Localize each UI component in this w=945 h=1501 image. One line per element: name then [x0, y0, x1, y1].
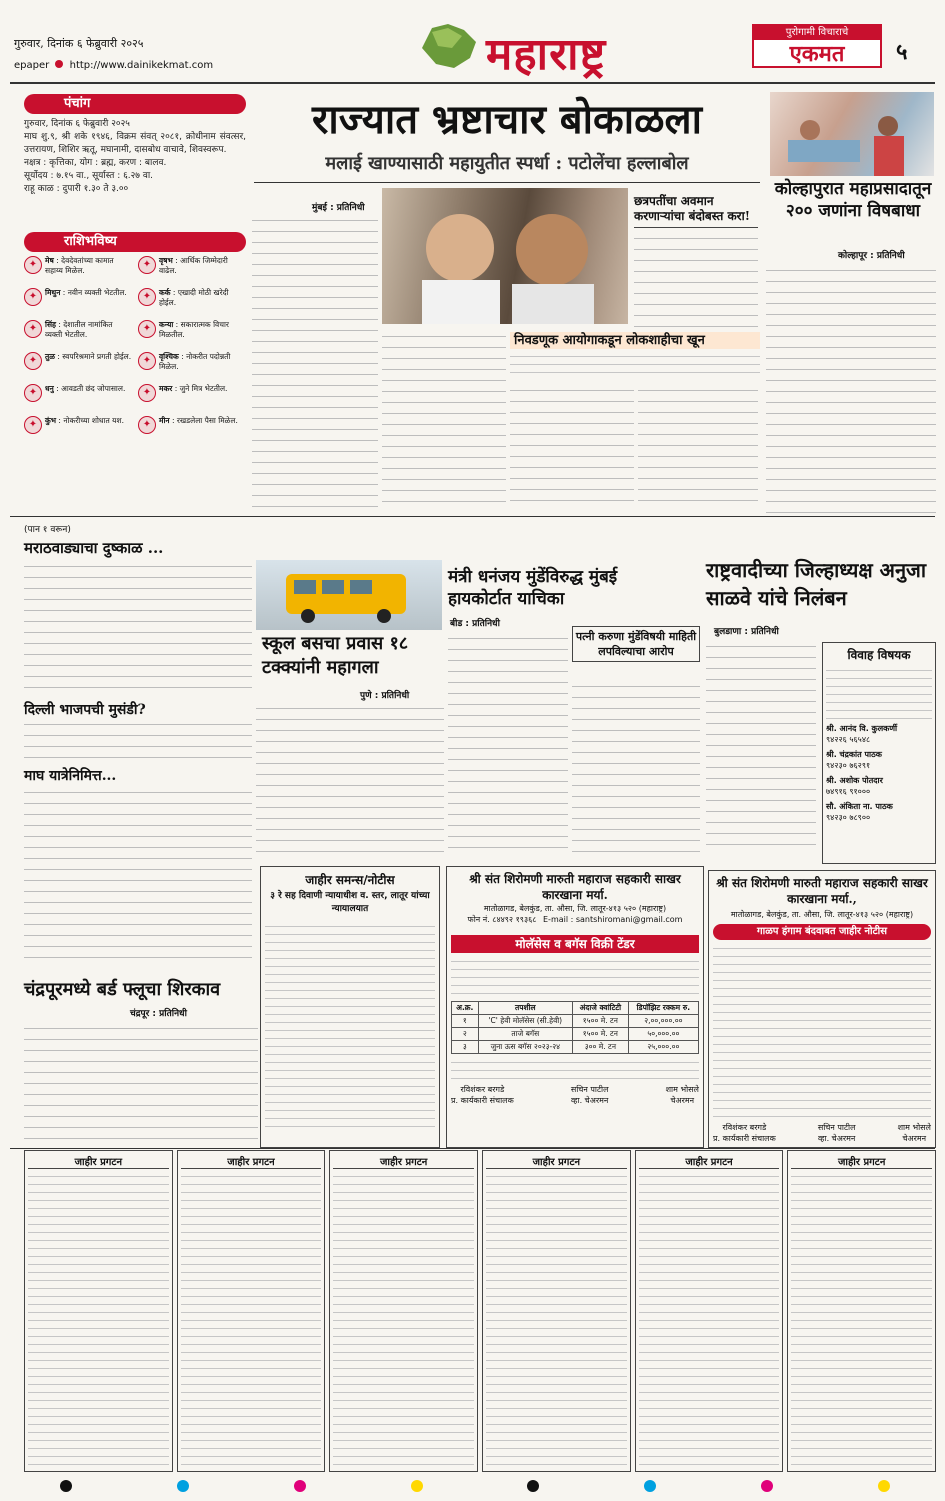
zodiac-icon: ✦	[138, 320, 156, 338]
signer	[666, 1084, 699, 1106]
rashi-title-bar	[24, 232, 246, 252]
bus-text	[256, 702, 444, 852]
kolhapur-dateline: कोल्हापूर : प्रतिनिधी	[838, 251, 905, 261]
munde-inset: पत्नी करुणा मुंडेंविषयी माहिती लपविल्याचा आरोप	[572, 626, 700, 662]
signer-name: सचिन पाटील	[570, 1085, 609, 1094]
ncp-dateline: बुलडाणा : प्रतिनिधी	[714, 627, 779, 637]
classified-ad	[24, 1150, 173, 1472]
panchang-title-bar	[24, 94, 246, 114]
lead-inset-text	[634, 232, 758, 344]
kolhapur-headline: कोल्हापुरात महाप्रसादातून २०० जणांना विषबाधा	[774, 179, 932, 221]
rashi-name: मेष	[45, 256, 54, 265]
sugar-tender-text2	[451, 1058, 699, 1080]
birdflu-text	[24, 1022, 258, 1142]
date-line: गुरुवार, दिनांक ६ फेब्रुवारी २०२५	[14, 37, 144, 50]
lead-sub-rule	[254, 182, 760, 183]
tender-table-head-cell: तपशील	[478, 1002, 572, 1015]
classified-heading: जाहीर प्रगटन	[486, 1154, 627, 1169]
lead-inset2-title: निवडणूक आयोगाकडून लोकशाहीचा खून	[510, 332, 760, 349]
zodiac-icon: ✦	[24, 384, 42, 402]
lead-inset2-text	[510, 352, 760, 380]
tender-table-cell: २	[452, 1028, 479, 1041]
rashi-desc: सकारात्मक विचार मिळतील.	[159, 320, 229, 339]
tender-table-cell: २,००,०००.००	[628, 1015, 698, 1028]
notice-box	[260, 866, 440, 1148]
signer-name: शाम भोसले	[665, 1085, 699, 1094]
bottom-rule	[10, 1148, 935, 1149]
link-icon	[55, 60, 63, 68]
birdflu-dateline: चंद्रपूर : प्रतिनिधी	[130, 1009, 187, 1019]
zodiac-icon: ✦	[24, 352, 42, 370]
rashi-item	[24, 288, 132, 318]
hospital-photo	[770, 92, 934, 176]
tender-signers	[451, 1084, 699, 1106]
rashi-text: तुळ : स्वपरिश्रमाने प्रगती होईल.	[45, 352, 132, 361]
zodiac-icon: ✦	[138, 384, 156, 402]
rashi-item	[138, 256, 246, 286]
lead-inset2	[510, 332, 760, 380]
drought-title: मराठवाड्याचा दुष्काळ ...	[24, 539, 164, 557]
rashi-desc: देशातील नामांकित व्यक्ती भेटतील.	[45, 320, 113, 339]
rashi-name: सिंह	[45, 320, 56, 329]
rashi-item	[138, 352, 246, 382]
rashi-item	[138, 288, 246, 318]
top-header	[0, 0, 945, 82]
classified-text	[28, 1172, 169, 1468]
masthead-name: एकमत	[789, 41, 845, 67]
rashi-item	[24, 352, 132, 382]
drought-title3: माघ यात्रेनिमित्त...	[24, 768, 117, 784]
tender-table-row	[452, 1028, 699, 1041]
zodiac-icon: ✦	[138, 416, 156, 434]
classified-text	[639, 1172, 780, 1468]
zodiac-icon: ✦	[24, 320, 42, 338]
tender-table-cell: 'C' हेवी मोलॅसेस (सी.हेवी)	[478, 1015, 572, 1028]
page-number: ५	[896, 40, 908, 65]
signer-role: व्हा. चेअरमन	[570, 1096, 609, 1105]
drought-text3	[24, 786, 252, 964]
lead-text-col4	[638, 384, 758, 510]
zodiac-icon: ✦	[24, 288, 42, 306]
lead-subhead: मलाई खाण्यासाठी महायुतीत स्पर्धा : पटोलेंचा हल्लाबोल	[325, 153, 689, 174]
rashi-text: सिंह : देशातील नामांकित व्यक्ती भेटतील.	[45, 320, 113, 339]
epaper-label: epaper	[14, 60, 50, 71]
signer-role: चेअरमन	[902, 1134, 927, 1143]
vivah-name: श्री. चंद्रकांत पाठक	[826, 750, 882, 759]
ncp-text1	[706, 640, 816, 850]
vivah-contact	[826, 775, 932, 797]
signer-name: रविशंकर बरगडे	[722, 1123, 767, 1132]
tender-table-cell: जुना ऊस बगॅस २०२३-२४	[478, 1041, 572, 1054]
zodiac-icon: ✦	[138, 256, 156, 274]
vivah-phone: ९४२३० ७६२९१	[826, 761, 871, 770]
panchang-line2: माघ शु.९, श्री शके १९४६, विक्रम संवत् २०८१, क्रोधीनाम संवत्सर, उत्तरायण, शिशिर ऋतू, मघानामी, दासबोध वाचावे, शिवस्वरूप.	[24, 132, 246, 156]
munde-headline: मंत्री धनंजय मुंडेंविरुद्ध मुंबई हायकोर्टात याचिका	[448, 567, 618, 609]
drought-title2: दिल्ली भाजपची मुसंडी?	[24, 702, 146, 718]
classified-text	[486, 1172, 627, 1468]
classified-text	[791, 1172, 932, 1468]
classified-ad	[482, 1150, 631, 1472]
sugar-sale-text	[713, 944, 931, 1120]
rashi-text: कुंभ : नोकरीच्या शोधात यश.	[45, 416, 124, 425]
rashi-desc: नवीन व्यक्ती भेटतील.	[67, 288, 127, 297]
tender-table-cell: १५०० मे. टन	[572, 1015, 628, 1028]
sugar-tender-phone-text: फोन नं. ८४४९२ १९३६८	[467, 915, 537, 924]
signer-role: प्र. कार्यकारी संचालक	[451, 1096, 514, 1105]
sugar-tender-email: E-mail : santshiromani@gmail.com	[543, 915, 683, 924]
lead-inset-title: छत्रपतींचा अवमान करणाऱ्यांचा बंदोबस्त करा!	[634, 194, 758, 228]
classifieds-row	[24, 1150, 936, 1472]
epaper-line	[14, 60, 213, 71]
rashi-item	[24, 384, 132, 414]
sugar-sale-banner: गाळप हंगाम बंदवाबत जाहीर नोटीस	[713, 924, 931, 940]
classified-ad	[635, 1150, 784, 1472]
tender-table-cell: १५०० मे. टन	[572, 1028, 628, 1041]
signer	[898, 1122, 931, 1144]
rashi-item	[24, 256, 132, 286]
signer-name: शाम भोसले	[897, 1123, 931, 1132]
rashi-name: कर्क	[159, 288, 171, 297]
rashi-name: मिथुन	[45, 288, 61, 297]
sugar-tender-text	[451, 957, 699, 997]
classified-text	[333, 1172, 474, 1468]
rashi-text: मेष : देवदेवतांच्या कामात सहाय्य मिळेल.	[45, 256, 114, 275]
rashi-desc: आवडती छंद जोपासाल.	[61, 384, 126, 393]
bus-headline: स्कूल बसचा प्रवास १८ टक्क्यांनी महागला	[262, 633, 409, 678]
vivah-phone: ९४२३० ७८९००	[826, 813, 871, 822]
vivah-contact	[826, 801, 932, 823]
panchang-line3: नक्षत्र : कृत्तिका, योग : ब्रह्म, करण : बालव.	[24, 158, 167, 169]
classified-heading: जाहीर प्रगटन	[333, 1154, 474, 1169]
vivah-contact	[826, 749, 932, 771]
rashi-item	[138, 384, 246, 414]
zodiac-icon: ✦	[24, 416, 42, 434]
munde-text1	[448, 632, 568, 852]
rashi-item	[138, 416, 246, 446]
rashi-title: राशिभविष्य	[64, 234, 117, 249]
rashi-text: कर्क : एखादी मोठी खरेदी होईल.	[159, 288, 229, 307]
panchang-box	[24, 94, 246, 228]
tender-table-cell: २५,०००.००	[628, 1041, 698, 1054]
signer	[451, 1084, 514, 1106]
drought-text2	[24, 718, 252, 766]
sale-signers	[713, 1122, 931, 1144]
masthead	[752, 24, 882, 68]
signer-role: व्हा. चेअरमन	[817, 1134, 856, 1143]
tender-table-head-cell: अंदाजे क्वांटिटी	[572, 1002, 628, 1015]
signer-role: प्र. कार्यकारी संचालक	[713, 1134, 776, 1143]
vivah-contact	[826, 723, 932, 745]
classified-heading: जाहीर प्रगटन	[28, 1154, 169, 1169]
sugar-tender-address: मातोळागड, बेलकुंड, ता. औसा, जि. लातूर-४१३ ५२० (महाराष्ट्र)	[483, 904, 667, 913]
panchang-line4: सूर्योदय : ७.१५ वा., सूर्यास्त : ६.२७ वा.	[24, 171, 154, 182]
rashi-text: मकर : जुने मित्र भेटतील.	[159, 384, 228, 393]
signer-role: चेअरमन	[670, 1096, 695, 1105]
classified-heading: जाहीर प्रगटन	[791, 1154, 932, 1169]
rashi-text: कन्या : सकारात्मक विचार मिळतील.	[159, 320, 229, 339]
sugar-tender-phone	[451, 914, 699, 925]
zodiac-icon: ✦	[138, 288, 156, 306]
drought-label: (पान १ वरून)	[24, 525, 71, 535]
vivah-box	[822, 642, 936, 864]
classified-ad	[177, 1150, 326, 1472]
masthead-tagline: पुरोगामी विचाराचे	[754, 26, 880, 40]
rashi-item	[24, 416, 132, 446]
vivah-phone: ७४९१६ ९१०००	[826, 787, 871, 796]
rashi-text: धनु : आवडती छंद जोपासाल.	[45, 384, 126, 393]
rashi-item	[24, 320, 132, 350]
rashi-name: मीन	[159, 416, 170, 425]
panchang-line5: राहू काळ : दुपारी १.३० ते ३.००	[24, 184, 129, 195]
rashi-text: मिथुन : नवीन व्यक्ती भेटतील.	[45, 288, 127, 297]
rashi-desc: देवदेवतांच्या कामात सहाय्य मिळेल.	[45, 256, 114, 275]
munde-text2	[572, 680, 700, 852]
tender-table-head-cell: अ.क्र.	[452, 1002, 479, 1015]
sugar-tender-banner: मोलॅसेस व बगॅस विक्री टेंडर	[451, 935, 699, 953]
rashi-desc: रखडलेला पैसा मिळेल.	[176, 416, 238, 425]
notice-court: ३ रे सह दिवाणी न्यायाधीश व. स्तर, लातूर यांच्या न्यायालयात	[270, 891, 430, 914]
tender-table	[451, 1001, 699, 1054]
rashi-desc: एखादी मोठी खरेदी होईल.	[159, 288, 229, 307]
sugar-sale-title: श्री संत शिरोमणी मारुती महाराज सहकारी साखर कारखाना मर्या.,	[716, 876, 928, 906]
signer-name: सचिन पाटील	[817, 1123, 856, 1132]
mid-rule	[10, 516, 935, 517]
rashi-name: धनु	[45, 384, 54, 393]
rashi-text: वृश्चिक : नोकरीत पदोन्नती मिळेल.	[159, 352, 231, 371]
rashi-desc: नोकरीच्या शोधात यश.	[63, 416, 124, 425]
vivah-phone: ९४२२६ ५६५४८	[826, 735, 871, 744]
classified-text	[181, 1172, 322, 1468]
rashi-desc: स्वपरिश्रमाने प्रगती होईल.	[62, 352, 132, 361]
rashi-desc: आर्थिक जिम्मेदारी वाढेल.	[159, 256, 228, 275]
sugar-sale-box	[708, 870, 936, 1148]
zodiac-icon: ✦	[24, 256, 42, 274]
rashi-name: वृश्चिक	[159, 352, 179, 361]
rashi-text: मीन : रखडलेला पैसा मिळेल.	[159, 416, 238, 425]
signer	[818, 1122, 856, 1144]
signer	[713, 1122, 776, 1144]
lead-text-col2	[382, 330, 506, 510]
lead-dateline: मुंबई : प्रतिनिधी	[312, 203, 365, 213]
classified-ad	[787, 1150, 936, 1472]
signer	[571, 1084, 609, 1106]
rashi-text: वृषभ : आर्थिक जिम्मेदारी वाढेल.	[159, 256, 228, 275]
header-rule	[10, 82, 935, 84]
classified-heading: जाहीर प्रगटन	[639, 1154, 780, 1169]
panchang-line1: गुरुवार, दिनांक ६ फेब्रुवारी २०२५	[24, 119, 130, 129]
school-bus-photo	[256, 560, 442, 630]
tender-table-cell: १	[452, 1015, 479, 1028]
rashi-desc: जुने मित्र भेटतील.	[179, 384, 228, 393]
lead-inset	[634, 194, 758, 348]
vivah-name: श्री. अशोक पोतदार	[826, 776, 883, 785]
vivah-text	[826, 666, 932, 720]
classified-heading: जाहीर प्रगटन	[181, 1154, 322, 1169]
sugar-tender-box	[446, 866, 704, 1148]
tender-table-header	[452, 1002, 699, 1015]
lead-text-col3	[510, 384, 634, 510]
sugar-sale-address: मातोळागड, बेलकुंड, ता. औसा, जि. लातूर-४१३ ५२० (महाराष्ट्र)	[730, 910, 914, 919]
vivah-list	[826, 723, 932, 823]
rashi-name: तुळ	[45, 352, 55, 361]
bus-dateline: पुणे : प्रतिनिधी	[360, 691, 410, 701]
notice-title: जाहीर समन्स/नोटीस	[305, 873, 395, 887]
tender-table-cell: ३	[452, 1041, 479, 1054]
birdflu-headline: चंद्रपूरमध्ये बर्ड फ्लूचा शिरकाव	[24, 979, 221, 1000]
map-emblem	[418, 18, 480, 74]
zodiac-icon: ✦	[138, 352, 156, 370]
notice-text	[265, 922, 435, 1132]
kolhapur-text-a	[766, 264, 936, 514]
rashi-item	[138, 320, 246, 350]
vivah-title: विवाह विषयक	[847, 648, 911, 662]
drought-text-full1	[24, 560, 252, 696]
vivah-name: सौ. अंकिता ना. पाठक	[826, 802, 893, 811]
lead-headline: राज्यात भ्रष्टाचार बोकाळला	[312, 96, 702, 143]
rashi-box	[24, 232, 246, 442]
sugar-tender-title: श्री संत शिरोमणी मारुती महाराज सहकारी साखर कारखाना मर्या.	[469, 872, 681, 902]
signer-name: रविशंकर बरगडे	[460, 1085, 505, 1094]
tender-table-cell: ३०० मे. टन	[572, 1041, 628, 1054]
registration-bar	[60, 1480, 890, 1494]
vivah-name: श्री. आनंद वि. कुलकर्णी	[826, 724, 898, 733]
rashi-grid	[24, 256, 246, 446]
rashi-name: कन्या	[159, 320, 174, 329]
tender-table-row	[452, 1041, 699, 1054]
classified-ad	[329, 1150, 478, 1472]
rashi-name: मकर	[159, 384, 173, 393]
tender-table-cell: ५०,०००.००	[628, 1028, 698, 1041]
tender-table-cell: ताजे बगॅस	[478, 1028, 572, 1041]
rashi-name: वृषभ	[159, 256, 173, 265]
munde-dateline: बीड : प्रतिनिधी	[450, 619, 500, 629]
lead-text-col1	[252, 214, 378, 510]
tender-table-head-cell: डिपॉझिट रक्कम रु.	[628, 1002, 698, 1015]
panchang-title: पंचांग	[64, 96, 91, 111]
epaper-url[interactable]: http://www.dainikekmat.com	[69, 60, 214, 71]
rashi-desc: नोकरीत पदोन्नती मिळेल.	[159, 352, 231, 371]
leaders-photo	[382, 188, 628, 324]
section-title: महाराष्ट्र	[486, 29, 607, 80]
rashi-name: कुंभ	[45, 416, 57, 425]
ncp-headline: राष्ट्रवादीच्या जिल्हाध्यक्ष अनुजा साळवे यांचे निलंबन	[706, 558, 927, 610]
tender-table-row	[452, 1015, 699, 1028]
